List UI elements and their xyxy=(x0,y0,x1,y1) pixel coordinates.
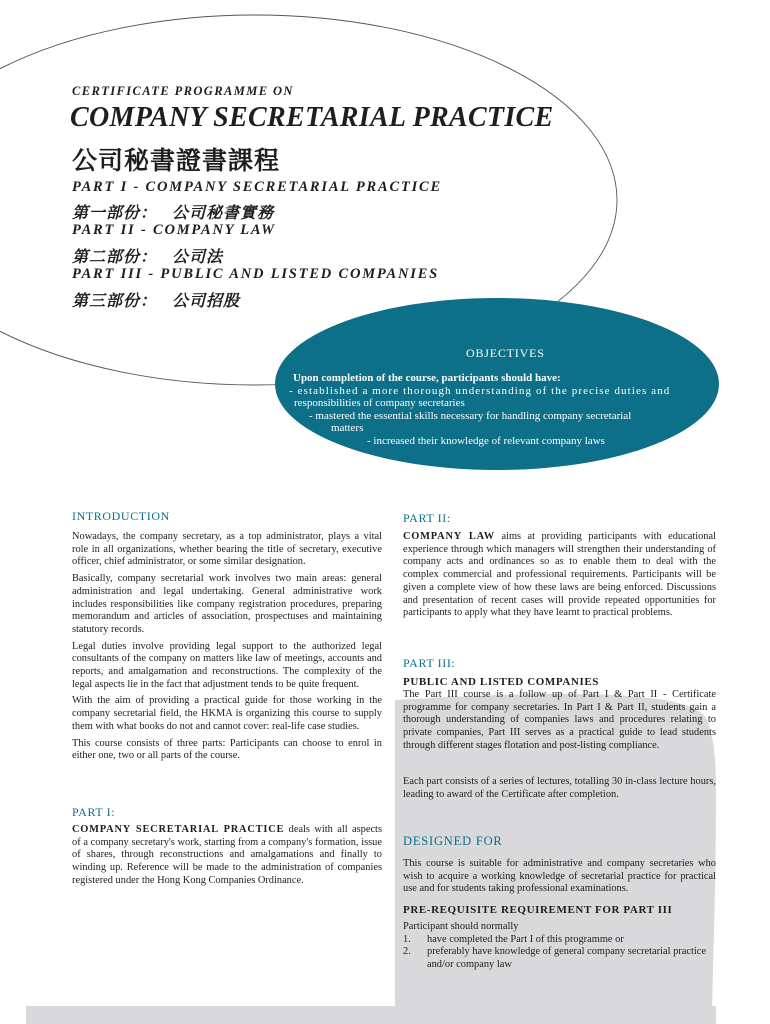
part1-title-chinese: 第一部份： 公司秘書實務 xyxy=(72,205,275,222)
introduction-heading: INTRODUCTION xyxy=(72,509,170,523)
intro-paragraph-5: This course consists of three parts: Participants can choose to enrol in either one, two or all parts of the course. xyxy=(72,737,382,762)
intro-paragraph-1: Nowadays, the company secretary, as a top administrator, plays a vital role in all organizations, whether bearing the title of secretary, executive officer, chief administrator, or some similar designation. xyxy=(72,531,382,568)
grey-bottom-strip xyxy=(26,1006,716,1024)
page-title: COMPANY SECRETARIAL PRACTICE xyxy=(70,102,554,133)
part1-body xyxy=(72,824,382,888)
part1-lead: COMPANY SECRETARIAL PRACTICE xyxy=(72,824,285,835)
part3-subheading: PUBLIC AND LISTED COMPANIES xyxy=(403,676,599,688)
intro-paragraph-4: With the aim of providing a practical guide for those working in the company secretarial field, the HKMA is organizing this course to supply them with what books do not and cannot cover: real-life case studies. xyxy=(72,695,382,732)
objectives-title: OBJECTIVES xyxy=(466,346,545,360)
intro-paragraph-3: Legal duties involve providing legal support to the authorized legal consultants of the company on matters like law of meetings, accounts and reports, and amalgamation and reconstructions. The complexity of the legal aspects lie in the fact that adjustment tends to be quite frequent. xyxy=(72,640,382,690)
part3-title-chinese: 第三部份： 公司招股 xyxy=(72,293,241,310)
prerequisite-list xyxy=(403,921,716,972)
part2-body xyxy=(403,531,716,620)
part2-heading: PART II: xyxy=(403,511,451,525)
part3-heading: PART III: xyxy=(403,656,456,670)
objectives-line-1: - established a more thorough understanding of the precise duties and xyxy=(289,385,671,397)
objectives-line-2: responsibilities of company secretaries xyxy=(294,397,465,409)
objectives-intro: Upon completion of the course, participants should have: xyxy=(293,372,561,384)
page-title-chinese: 公司秘書證書課程 xyxy=(72,148,281,175)
prerequisite-item-2: 2. preferably have knowledge of general company secretarial practice and/or company law xyxy=(403,946,706,971)
part3-body: The Part III course is a follow up of Part I & Part II - Certificate programme for company secretaries. In Part I & Part II, students gain a thorough understanding of companies laws and procedures relating to private companies, Part III serves as a practical guide to lead students through different stages flotation and post-listing compliance. xyxy=(403,689,716,751)
part3-title: PART III - PUBLIC AND LISTED COMPANIES xyxy=(72,266,440,282)
designed-for-body: This course is suitable for administrative and company secretaries who wish to acquire a working knowledge of secretarial practice for practical use and for students taking professional examinations. xyxy=(403,858,716,895)
intro-paragraph-2: Basically, company secretarial work involves two main areas: general administration and legal undertaking. General administrative work includes responsibilities like company registration procedures, preparing memorandum and articles of association, prospectuses and maintaining statutory records. xyxy=(72,573,382,635)
part2-title: PART II - COMPANY LAW xyxy=(72,222,276,238)
objectives-line-4: matters xyxy=(331,422,364,434)
part1-text: deals with all aspects of a company secretary's work, starting from a company's formation, issue of shares, through reconstructions and amalgamations and finally to winding up. Reference will be made to the administration of companies registered under the Hong Kong Companies Ordinance. xyxy=(72,824,382,886)
part3-body-2: Each part consists of a series of lectures, totalling 30 in-class lecture hours, leading to award of the Certificate after completion. xyxy=(403,776,716,800)
objectives-line-3: - mastered the essential skills necessary for handling company secretarial xyxy=(309,410,632,422)
prerequisite-heading: PRE-REQUISITE REQUIREMENT FOR PART III xyxy=(403,904,673,916)
part1-title: PART I - COMPANY SECRETARIAL PRACTICE xyxy=(72,179,442,195)
objectives-line-5: - increased their knowledge of relevant company laws xyxy=(367,435,605,447)
part1-heading: PART I: xyxy=(72,805,116,819)
introduction-body xyxy=(72,531,382,763)
part2-lead: COMPANY LAW xyxy=(403,531,496,542)
part2-text: aims at providing participants with educational experience through which managers will strengthen their understanding of company acts and ordinances so as to enable them to deal with the complex commercial and professional requirements. Participants will be given a complete view of how these laws are being enforced. Discussions and presentation of recent cases will provide repeated opportunities for participants to apply what they have learnt to practical problems. xyxy=(403,531,717,619)
part2-title-chinese: 第二部份： 公司法 xyxy=(72,249,224,266)
prerequisite-item-1: 1. have completed the Part I of this programme or xyxy=(403,933,624,945)
certificate-line: CERTIFICATE PROGRAMME ON xyxy=(72,84,294,98)
prerequisite-intro: Participant should normally xyxy=(403,921,519,932)
designed-for-heading: DESIGNED FOR xyxy=(403,834,503,848)
